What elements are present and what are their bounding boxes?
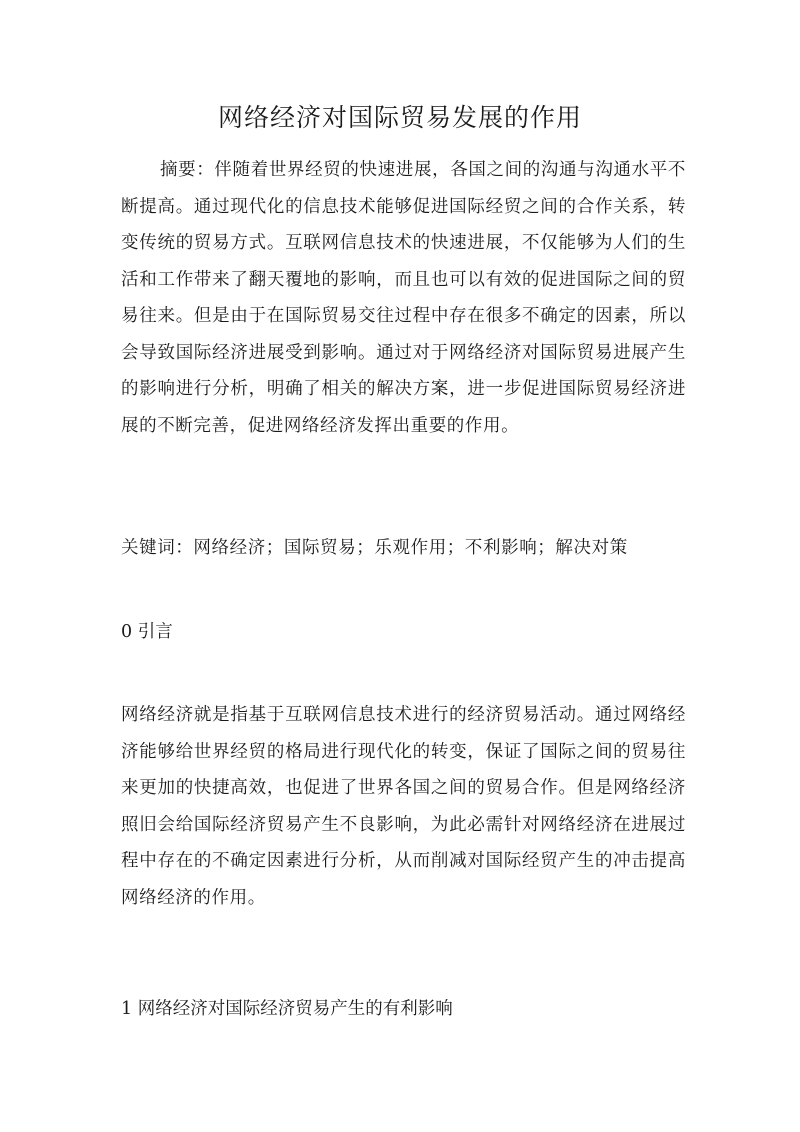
section-1-heading: 1 网络经济对国际经济贸易产生的有利影响 [121,999,453,1019]
abstract-paragraph: 摘要：伴随着世界经贸的快速进展，各国之间的沟通与沟通水平不断提高。通过现代化的信息技术能够促进国际经贸之间的合作关系，转变传统的贸易方式。互联网信息技术的快速进展，不仅能够为人们的生活和工作带来了翻天覆地的影响，而且也可以有效的促进国际之间的贸易往来。但是由于在国际贸易交往过程中存在很多不确定的因素，所以会导致国际经济进展受到影响。通过对于网络经济对国际贸易进展产生的影响进行分析，明确了相关的解决方案，进一步促进国际贸易经济进展的不断完善，促进网络经济发挥出重要的作用。 [121,160,686,436]
intro-heading: 0 引言 [121,622,173,642]
document-title: 网络经济对国际贸易发展的作用 [217,103,582,132]
intro-paragraph: 网络经济就是指基于互联网信息技术进行的经济贸易活动。通过网络经济能够给世界经贸的格局进行现代化的转变，保证了国际之间的贸易往来更加的快捷高效，也促进了世界各国之间的贸易合作。但是网络经济照旧会给国际经济贸易产生不良影响，为此必需针对网络经济在进展过程中存在的不确定因素进行分析，从而削减对国际经贸产生的冲击提高网络经济的作用。 [121,705,686,908]
keywords-line: 关键词：网络经济；国际贸易；乐观作用；不利影响；解决对策 [121,538,628,558]
